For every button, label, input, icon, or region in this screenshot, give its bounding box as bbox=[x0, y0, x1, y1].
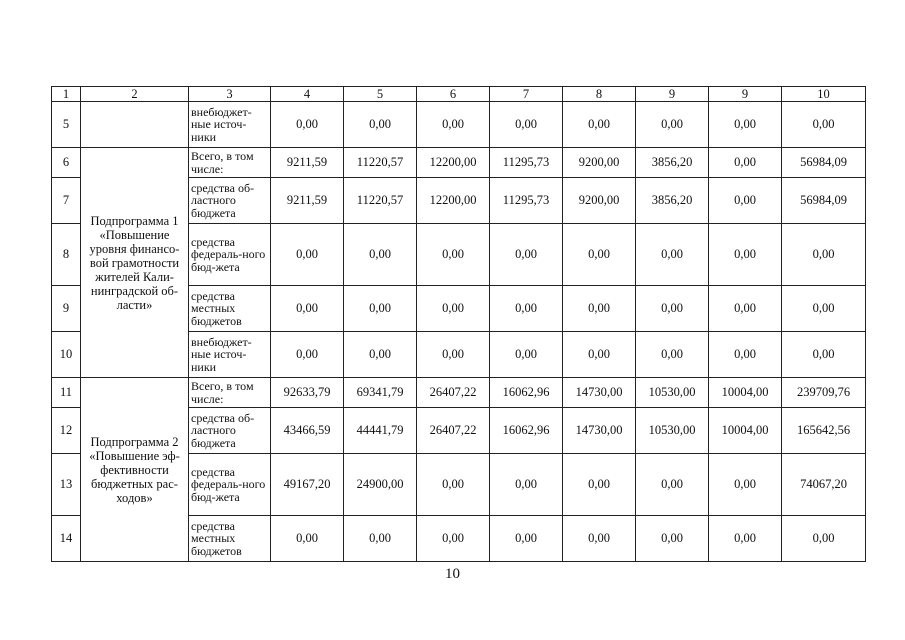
amount-cell: 11295,73 bbox=[490, 178, 563, 224]
amount-cell: 10004,00 bbox=[709, 408, 782, 454]
funding-source: средства местных бюджетов bbox=[189, 286, 271, 332]
amount-cell: 0,00 bbox=[782, 286, 866, 332]
amount-cell: 9211,59 bbox=[271, 148, 344, 178]
row-number: 8 bbox=[52, 224, 81, 286]
table-row bbox=[52, 148, 866, 178]
empty-cell bbox=[81, 102, 189, 148]
funding-source: Всего, в том числе: bbox=[189, 378, 271, 408]
amount-cell: 56984,09 bbox=[782, 178, 866, 224]
amount-cell: 0,00 bbox=[271, 224, 344, 286]
amount-cell: 43466,59 bbox=[271, 408, 344, 454]
amount-cell: 0,00 bbox=[344, 332, 417, 378]
amount-cell: 10530,00 bbox=[636, 408, 709, 454]
subprogram-name: Подпрограмма 1 «Повышение уровня финансо-вой грамотности жителей Кали-нинградской об-ласти» bbox=[81, 148, 189, 378]
table-body bbox=[52, 102, 866, 562]
amount-cell: 0,00 bbox=[271, 102, 344, 148]
amount-cell: 0,00 bbox=[344, 516, 417, 562]
column-header: 9 bbox=[636, 87, 709, 102]
amount-cell: 0,00 bbox=[636, 286, 709, 332]
amount-cell: 0,00 bbox=[709, 178, 782, 224]
funding-source: средства местных бюджетов bbox=[189, 516, 271, 562]
amount-cell: 0,00 bbox=[563, 102, 636, 148]
amount-cell: 0,00 bbox=[782, 102, 866, 148]
amount-cell: 0,00 bbox=[709, 224, 782, 286]
amount-cell: 0,00 bbox=[417, 102, 490, 148]
amount-cell: 11220,57 bbox=[344, 148, 417, 178]
header-row bbox=[52, 87, 866, 102]
amount-cell: 0,00 bbox=[782, 332, 866, 378]
amount-cell: 11295,73 bbox=[490, 148, 563, 178]
amount-cell: 0,00 bbox=[636, 224, 709, 286]
amount-cell: 16062,96 bbox=[490, 408, 563, 454]
amount-cell: 0,00 bbox=[709, 332, 782, 378]
amount-cell: 0,00 bbox=[636, 516, 709, 562]
funding-source: Всего, в том числе: bbox=[189, 148, 271, 178]
amount-cell: 0,00 bbox=[709, 286, 782, 332]
row-number: 7 bbox=[52, 178, 81, 224]
funding-source: средства федераль-ного бюд-жета bbox=[189, 224, 271, 286]
column-header: 10 bbox=[782, 87, 866, 102]
row-number: 9 bbox=[52, 286, 81, 332]
amount-cell: 74067,20 bbox=[782, 454, 866, 516]
amount-cell: 3856,20 bbox=[636, 178, 709, 224]
subprogram-name: Подпрограмма 2 «Повышение эф-фективности бюджетных рас-ходов» bbox=[81, 378, 189, 562]
amount-cell: 9200,00 bbox=[563, 178, 636, 224]
column-header: 7 bbox=[490, 87, 563, 102]
column-header: 4 bbox=[271, 87, 344, 102]
funding-source: средства об-ластного бюджета bbox=[189, 178, 271, 224]
amount-cell: 26407,22 bbox=[417, 408, 490, 454]
amount-cell: 0,00 bbox=[490, 516, 563, 562]
amount-cell: 0,00 bbox=[709, 516, 782, 562]
amount-cell: 0,00 bbox=[709, 148, 782, 178]
amount-cell: 0,00 bbox=[563, 224, 636, 286]
page-number: 10 bbox=[445, 566, 460, 582]
amount-cell: 0,00 bbox=[344, 102, 417, 148]
amount-cell: 0,00 bbox=[417, 454, 490, 516]
amount-cell: 0,00 bbox=[490, 224, 563, 286]
amount-cell: 0,00 bbox=[344, 286, 417, 332]
amount-cell: 0,00 bbox=[709, 454, 782, 516]
amount-cell: 0,00 bbox=[709, 102, 782, 148]
column-header: 5 bbox=[344, 87, 417, 102]
column-header: 6 bbox=[417, 87, 490, 102]
amount-cell: 0,00 bbox=[271, 516, 344, 562]
funding-source: средства об-ластного бюджета bbox=[189, 408, 271, 454]
amount-cell: 92633,79 bbox=[271, 378, 344, 408]
amount-cell: 0,00 bbox=[636, 454, 709, 516]
amount-cell: 26407,22 bbox=[417, 378, 490, 408]
amount-cell: 9211,59 bbox=[271, 178, 344, 224]
amount-cell: 0,00 bbox=[636, 102, 709, 148]
amount-cell: 9200,00 bbox=[563, 148, 636, 178]
amount-cell: 14730,00 bbox=[563, 408, 636, 454]
amount-cell: 10530,00 bbox=[636, 378, 709, 408]
amount-cell: 0,00 bbox=[417, 224, 490, 286]
column-header: 3 bbox=[189, 87, 271, 102]
amount-cell: 0,00 bbox=[490, 454, 563, 516]
amount-cell: 12200,00 bbox=[417, 178, 490, 224]
row-number: 12 bbox=[52, 408, 81, 454]
funding-source: внебюджет-ные источ-ники bbox=[189, 332, 271, 378]
amount-cell: 0,00 bbox=[490, 332, 563, 378]
amount-cell: 0,00 bbox=[636, 332, 709, 378]
amount-cell: 0,00 bbox=[271, 286, 344, 332]
amount-cell: 10004,00 bbox=[709, 378, 782, 408]
amount-cell: 3856,20 bbox=[636, 148, 709, 178]
amount-cell: 0,00 bbox=[490, 286, 563, 332]
amount-cell: 0,00 bbox=[782, 224, 866, 286]
amount-cell: 0,00 bbox=[417, 516, 490, 562]
funding-source: средства федераль-ного бюд-жета bbox=[189, 454, 271, 516]
row-number: 10 bbox=[52, 332, 81, 378]
column-header: 1 bbox=[52, 87, 81, 102]
amount-cell: 239709,76 bbox=[782, 378, 866, 408]
table-row bbox=[52, 378, 866, 408]
amount-cell: 16062,96 bbox=[490, 378, 563, 408]
table-row bbox=[52, 102, 866, 148]
amount-cell: 69341,79 bbox=[344, 378, 417, 408]
amount-cell: 0,00 bbox=[782, 516, 866, 562]
column-header: 9 bbox=[709, 87, 782, 102]
amount-cell: 0,00 bbox=[490, 102, 563, 148]
amount-cell: 0,00 bbox=[563, 286, 636, 332]
budget-table bbox=[51, 86, 866, 562]
column-header: 2 bbox=[81, 87, 189, 102]
amount-cell: 14730,00 bbox=[563, 378, 636, 408]
row-number: 13 bbox=[52, 454, 81, 516]
amount-cell: 11220,57 bbox=[344, 178, 417, 224]
row-number: 14 bbox=[52, 516, 81, 562]
column-header: 8 bbox=[563, 87, 636, 102]
amount-cell: 24900,00 bbox=[344, 454, 417, 516]
funding-source: внебюджет-ные источ-ники bbox=[189, 102, 271, 148]
amount-cell: 0,00 bbox=[563, 332, 636, 378]
amount-cell: 44441,79 bbox=[344, 408, 417, 454]
amount-cell: 0,00 bbox=[417, 286, 490, 332]
row-number: 11 bbox=[52, 378, 81, 408]
amount-cell: 12200,00 bbox=[417, 148, 490, 178]
amount-cell: 0,00 bbox=[417, 332, 490, 378]
amount-cell: 56984,09 bbox=[782, 148, 866, 178]
amount-cell: 0,00 bbox=[271, 332, 344, 378]
row-number: 6 bbox=[52, 148, 81, 178]
amount-cell: 0,00 bbox=[563, 454, 636, 516]
amount-cell: 49167,20 bbox=[271, 454, 344, 516]
amount-cell: 0,00 bbox=[344, 224, 417, 286]
amount-cell: 0,00 bbox=[563, 516, 636, 562]
row-number: 5 bbox=[52, 102, 81, 148]
amount-cell: 165642,56 bbox=[782, 408, 866, 454]
